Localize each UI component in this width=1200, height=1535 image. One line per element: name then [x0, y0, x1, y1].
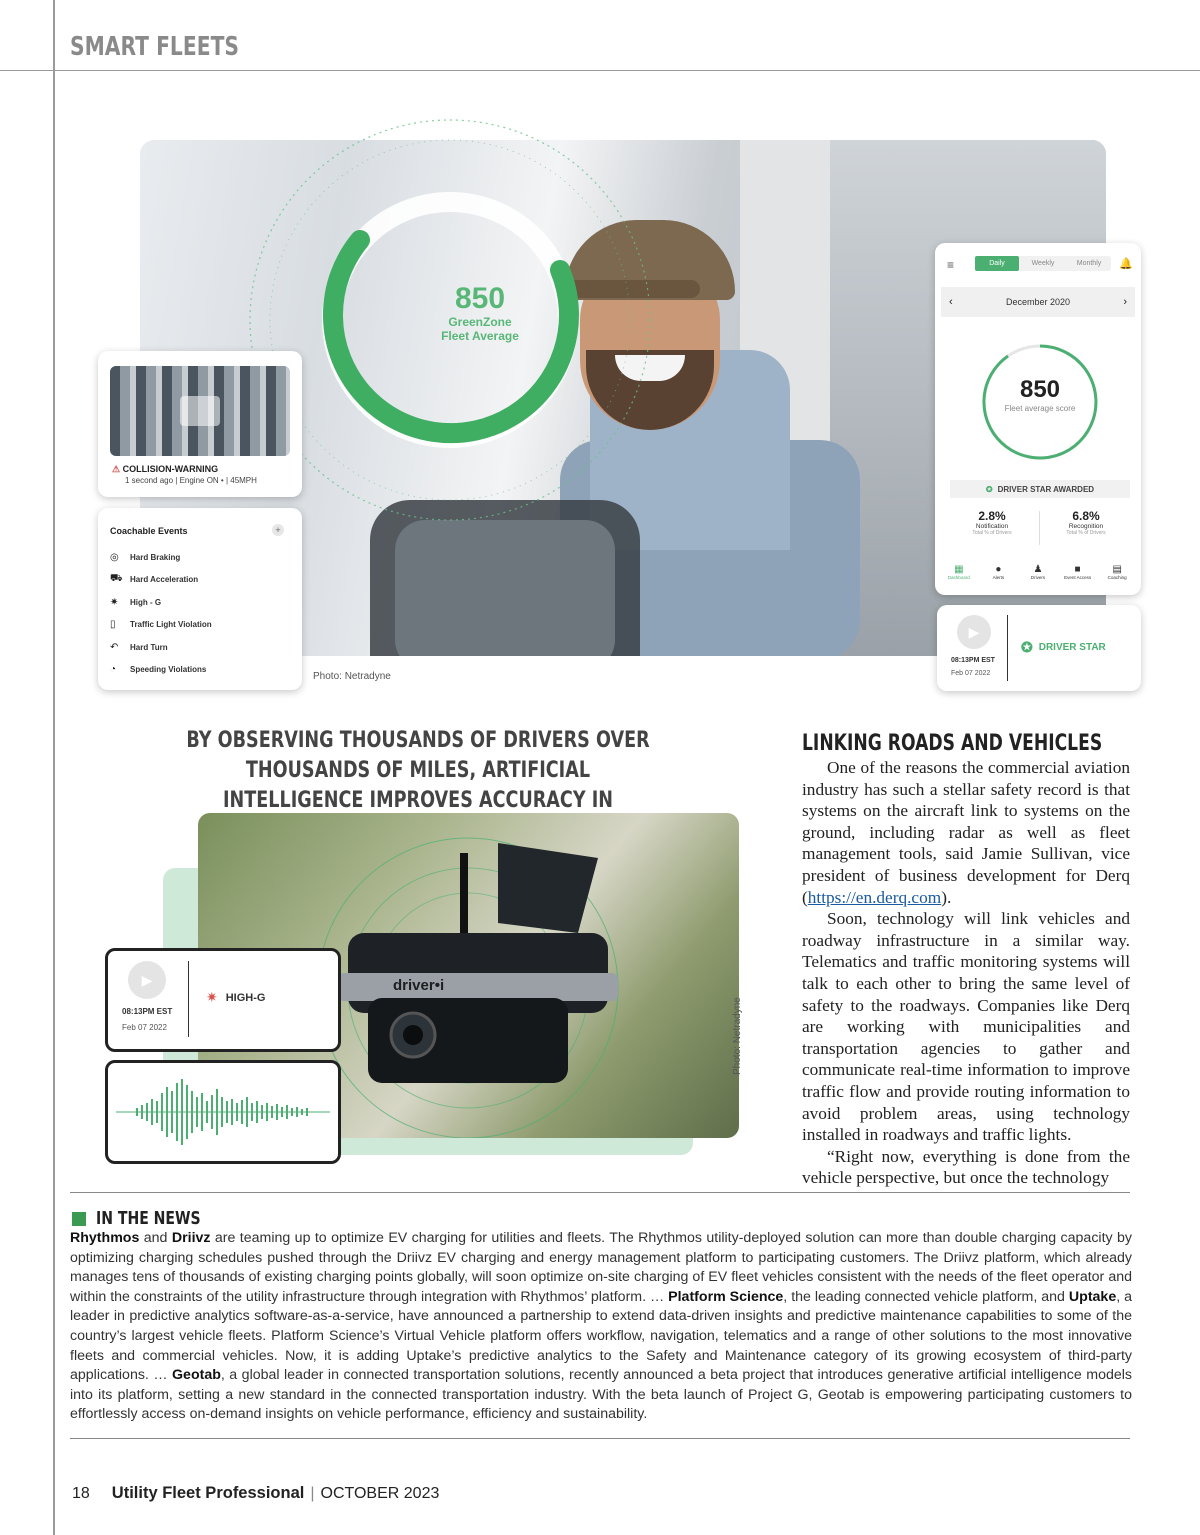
- app-score: 850: [1019, 376, 1061, 403]
- event-date: Feb 07 2022: [122, 1023, 167, 1032]
- news-heading-label: IN THE NEWS: [96, 1208, 201, 1229]
- document-icon: ▤: [1112, 564, 1122, 575]
- coachable-item[interactable]: ▯ Traffic Light Violation: [110, 619, 212, 631]
- stat-recognition: 6.8% Recognition Total % of Drivers: [1066, 509, 1106, 536]
- chevron-left-icon[interactable]: ‹: [949, 296, 953, 308]
- gauge-label-2: Fleet Average: [441, 329, 519, 343]
- nav-drivers[interactable]: ♟ Drivers: [1019, 564, 1057, 580]
- bell-icon[interactable]: 🔔: [1119, 258, 1133, 270]
- article-paragraph: One of the reasons the commercial aviation industry has such a stellar safety record is that systems on the aircraft link to systems on the ground, including radar as well as fleet management tools, said Jamie Sullivan, vice president of business development for Derq (https://en.derq.com).: [802, 758, 1130, 907]
- fleet-app-card: [935, 243, 1141, 595]
- high-g-icon: ✷: [110, 596, 119, 608]
- alert-icon: ●: [995, 564, 1002, 575]
- event-time: 08:13PM EST: [122, 1007, 173, 1016]
- tab-weekly[interactable]: Weekly: [1031, 260, 1055, 267]
- article-body: [802, 757, 1130, 1189]
- coachable-item[interactable]: ↶ Hard Turn: [110, 641, 168, 653]
- issue-date: OCTOBER 2023: [320, 1485, 440, 1502]
- collision-title: COLLISION-WARNING: [122, 464, 219, 474]
- coachable-title: Coachable Events: [110, 526, 188, 536]
- page-margin-line: [53, 0, 55, 1535]
- article-heading: LINKING ROADS AND VEHICLES: [802, 731, 1103, 756]
- article-paragraph: “Right now, everything is done from the vehicle perspective, but once the technology: [802, 1146, 1130, 1188]
- driver-star-label: DRIVER STAR: [1038, 642, 1106, 653]
- collision-icon: ⚠: [112, 464, 121, 474]
- play-button[interactable]: ▶: [128, 961, 166, 999]
- gauge-score: 850: [454, 282, 506, 315]
- collision-warning-card: [98, 351, 302, 497]
- month-picker: [941, 287, 1135, 317]
- nav-event-access[interactable]: ■ Event Access: [1059, 564, 1097, 580]
- section-title: SMART FLEETS: [70, 32, 240, 62]
- coachable-item[interactable]: ◔ Speeding Violations: [110, 664, 207, 676]
- gauge-label-1: GreenZone: [448, 315, 512, 329]
- award-label: DRIVER STAR AWARDED: [997, 484, 1095, 494]
- news-bottom-rule: [70, 1438, 1130, 1439]
- app-score-label: Fleet average score: [1004, 404, 1076, 413]
- star-icon: ✪: [1021, 639, 1033, 655]
- page-number: 18: [72, 1485, 90, 1502]
- traffic-light-icon: ▯: [110, 619, 116, 631]
- news-square-icon: [72, 1212, 86, 1226]
- nav-dashboard[interactable]: ▦ Dashboard: [940, 564, 978, 580]
- nav-alerts[interactable]: ● Alerts: [979, 564, 1017, 580]
- tab-daily[interactable]: Daily: [975, 256, 1019, 271]
- hard-acceleration-icon: ⛟: [110, 573, 123, 585]
- page-footer: [72, 1484, 439, 1503]
- coachable-item[interactable]: ✷ High - G: [110, 596, 162, 608]
- high-g-icon: ✷: [206, 989, 218, 1005]
- tab-monthly[interactable]: Monthly: [1076, 260, 1102, 267]
- event-time: 08:13PM EST: [951, 657, 995, 664]
- hard-turn-icon: ↶: [110, 641, 119, 653]
- pull-quote: BY OBSERVING THOUSANDS OF DRIVERS OVER THOUSANDS OF MILES, ARTIFICIAL INTELLIGENCE IMPROVES ACCURACY IN: [186, 728, 650, 813]
- audio-waveform-card: [105, 1060, 341, 1164]
- traffic-video-thumbnail[interactable]: [110, 366, 290, 456]
- news-top-rule: [70, 1192, 1130, 1193]
- drivers-icon: ♟: [1033, 564, 1043, 575]
- news-heading: [72, 1208, 230, 1229]
- high-g-label: HIGH-G: [225, 991, 266, 1004]
- collision-detail: 1 second ago | Engine ON • | 45MPH: [125, 476, 257, 485]
- period-tabs: [975, 256, 1111, 271]
- award-banner: [950, 480, 1130, 498]
- coachable-item[interactable]: ⛟ Hard Acceleration: [110, 573, 199, 585]
- chevron-right-icon[interactable]: ›: [1123, 296, 1127, 308]
- speeding-icon: ◔: [110, 664, 117, 676]
- dashboard-icon: ▦: [954, 564, 964, 575]
- add-icon[interactable]: +: [272, 524, 284, 536]
- header-rule: [0, 70, 1200, 71]
- nav-coaching[interactable]: ▤ Coaching: [1098, 564, 1136, 580]
- high-g-event-card: [105, 948, 341, 1052]
- stat-notification: 2.8% Notification Total % of Drivers: [972, 509, 1012, 536]
- hero-photo-credit: Photo: Netradyne: [313, 671, 391, 682]
- app-bottom-nav: [939, 564, 1137, 580]
- gauge-text: [410, 283, 550, 343]
- device-brand: driver•i: [393, 977, 445, 994]
- video-icon: ■: [1074, 564, 1081, 575]
- play-button[interactable]: ▶: [957, 615, 991, 649]
- news-body: Rhythmos and Driivz are teaming up to optimize EV charging for utilities and fleets. The Rhythmos utility-deployed solution can more than double charging capacity by optimizing charging schedules pushed through the Driivz EV charging and energy management platform to participating customers. The Driivz platform, which already manages tens of thousands of existing charging points globally, will soon optimize on-site charging of EV fleet vehicles consistent with the needs of the fleet operator and within the constraints of the utility infrastructure through integration with Rhythmos’ platform. … Platform Science, the leading connected vehicle platform, and Uptake, a leader in predictive analytics software-as-a-service, have announced a partnership to extend data-driven insights and predictive maintenance capabilities to some of the country’s largest vehicle fleets. Platform Science’s Virtual Vehicle platform offers workflow, navigation, telematics and a range of other solutions to the most innovative fleets and commercial vehicles. Now, it is adding Uptake’s predictive analytics to the Safety and Maintenance category of its growing ecosystem of third-party applications. … Geotab, a global leader in connected transportation solutions, recently announced a beta project that introduces generative artificial intelligence models into its platform, setting a new standard in the connected transportation industry. With the beta launch of Project G, Geotab is empowering participating customers to effortlessly access on-demand insights on vehicle performance, efficiency and sustainability.: [70, 1230, 1133, 1423]
- magazine-name: Utility Fleet Professional: [111, 1484, 305, 1502]
- event-date: Feb 07 2022: [951, 670, 991, 677]
- derq-link[interactable]: https://en.derq.com: [807, 887, 942, 907]
- play-icon[interactable]: [180, 396, 220, 426]
- waveform-graphic: [116, 1075, 330, 1149]
- article-paragraph: Soon, technology will link vehicles and roadway infrastructure in a similar way. Telematics and traffic monitoring systems will talk to each other to bring the same level of safety to the roadways. Companies like Derq are working with municipalities and transportation agencies to gather and communicate real-time information to improve traffic flow and provide routing information to avoid problem areas, using technology installed in roadways and traffic lights.: [802, 909, 1130, 1145]
- coachable-events-card: [98, 508, 302, 690]
- coachable-item[interactable]: ◎ Hard Braking: [110, 551, 181, 563]
- device-photo-credit: Photo: Netradyne: [732, 997, 743, 1075]
- month-label: December 2020: [1005, 297, 1071, 307]
- driver-star-card: [937, 605, 1141, 691]
- star-badge-icon: ✪: [985, 484, 993, 494]
- hard-braking-icon: ◎: [110, 551, 119, 563]
- menu-icon[interactable]: ≡: [947, 258, 955, 272]
- footer-separator: |: [310, 1485, 315, 1502]
